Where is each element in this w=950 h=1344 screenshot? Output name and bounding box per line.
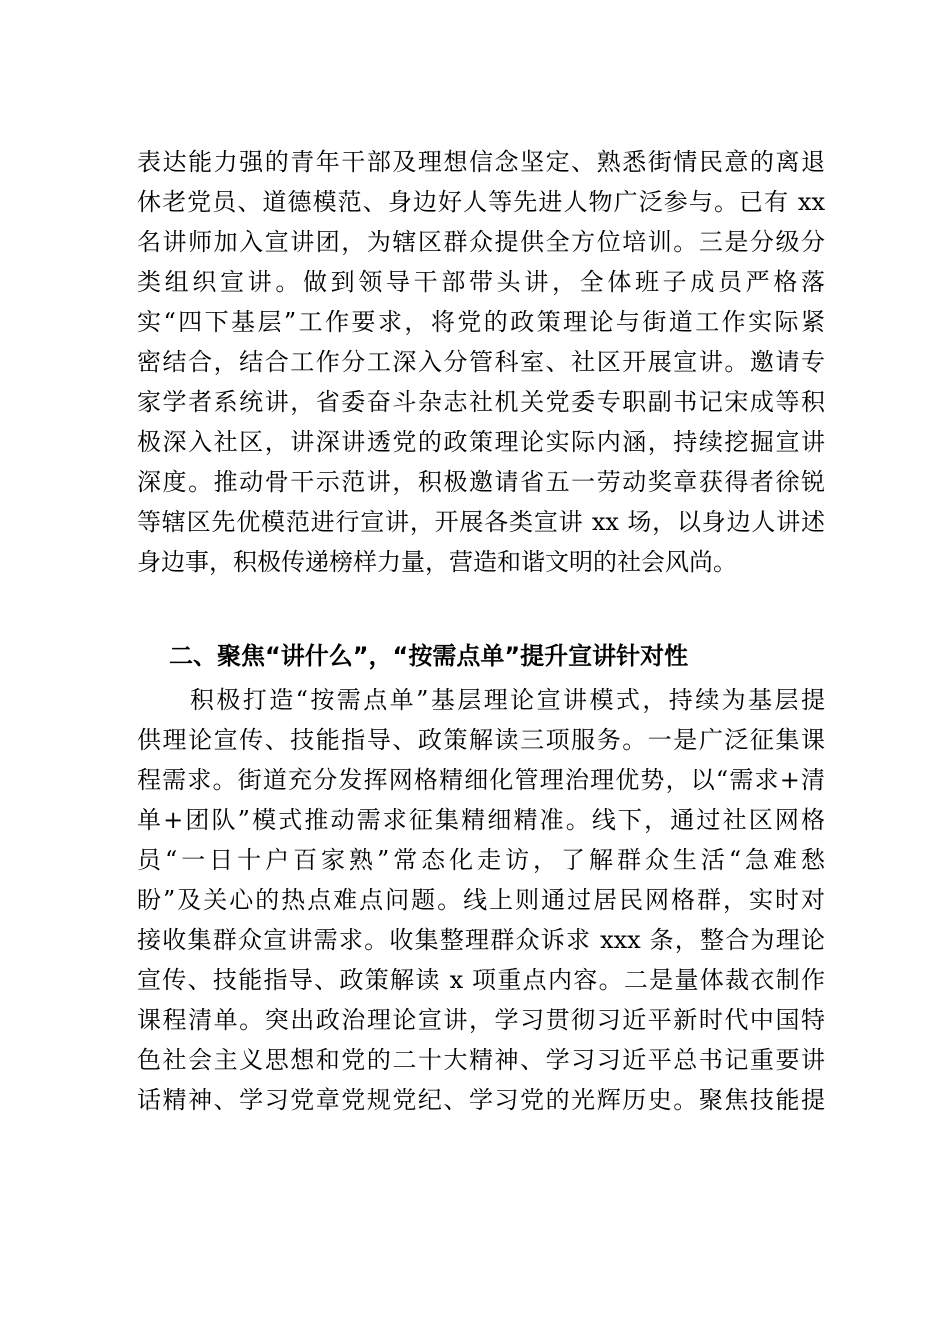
paragraph-1-line: 极深入社区，讲深讲透党的政策理论实际内涵，持续挖掘宣讲 [137,428,825,456]
paragraph-1-line: 休老党员、道德模范、身边好人等先进人物广泛参与。已有 xx [137,188,825,216]
paragraph-1-line: 实“四下基层”工作要求，将党的政策理论与街道工作实际紧 [137,308,825,336]
paragraph-1-line: 家学者系统讲，省委奋斗杂志社机关党委专职副书记宋成等积 [137,388,825,416]
paragraph-2-line: 话精神、学习党章党规党纪、学习党的光辉历史。聚焦技能提 [137,1086,825,1114]
paragraph-2 [137,680,825,1120]
paragraph-2-line: 宣传、技能指导、政策解读 x 项重点内容。二是量体裁衣制作 [137,966,825,994]
paragraph-1-line: 表达能力强的青年干部及理想信念坚定、熟悉街情民意的离退 [137,148,825,176]
paragraph-2-line: 接收集群众宣讲需求。收集整理群众诉求 xxx 条，整合为理论 [137,926,825,954]
paragraph-2-line: 程需求。街道充分发挥网格精细化管理治理优势，以“需求+清 [137,766,825,794]
paragraph-2-line: 积极打造“按需点单”基层理论宣讲模式，持续为基层提 [137,686,825,714]
paragraph-2-line: 色社会主义思想和党的二十大精神、学习习近平总书记重要讲 [137,1046,825,1074]
paragraph-1-line: 身边事，积极传递榜样力量，营造和谐文明的社会风尚。 [137,548,737,576]
section-heading-2: 二、聚焦“讲什么”，“按需点单”提升宣讲针对性 [169,642,689,670]
paragraph-2-line: 员“一日十户百家熟”常态化走访，了解群众生活“急难愁 [137,846,825,874]
paragraph-1-line: 类组织宣讲。做到领导干部带头讲，全体班子成员严格落 [137,268,825,296]
paragraph-1-line: 名讲师加入宣讲团，为辖区群众提供全方位培训。三是分级分 [137,228,825,256]
paragraph-1-line: 深度。推动骨干示范讲，积极邀请省五一劳动奖章获得者徐锐 [137,468,825,496]
paragraph-2-line: 单+团队”模式推动需求征集精细精准。线下，通过社区网格 [137,806,825,834]
paragraph-1-line: 等辖区先优模范进行宣讲，开展各类宣讲 xx 场，以身边人讲述 [137,508,825,536]
paragraph-1-line: 密结合，结合工作分工深入分管科室、社区开展宣讲。邀请专 [137,348,825,376]
paragraph-2-line: 课程清单。突出政治理论宣讲，学习贯彻习近平新时代中国特 [137,1006,825,1034]
paragraph-2-line: 盼”及关心的热点难点问题。线上则通过居民网格群，实时对 [137,886,825,914]
paragraph-2-line: 供理论宣传、技能指导、政策解读三项服务。一是广泛征集课 [137,726,825,754]
paragraph-1 [137,142,825,582]
